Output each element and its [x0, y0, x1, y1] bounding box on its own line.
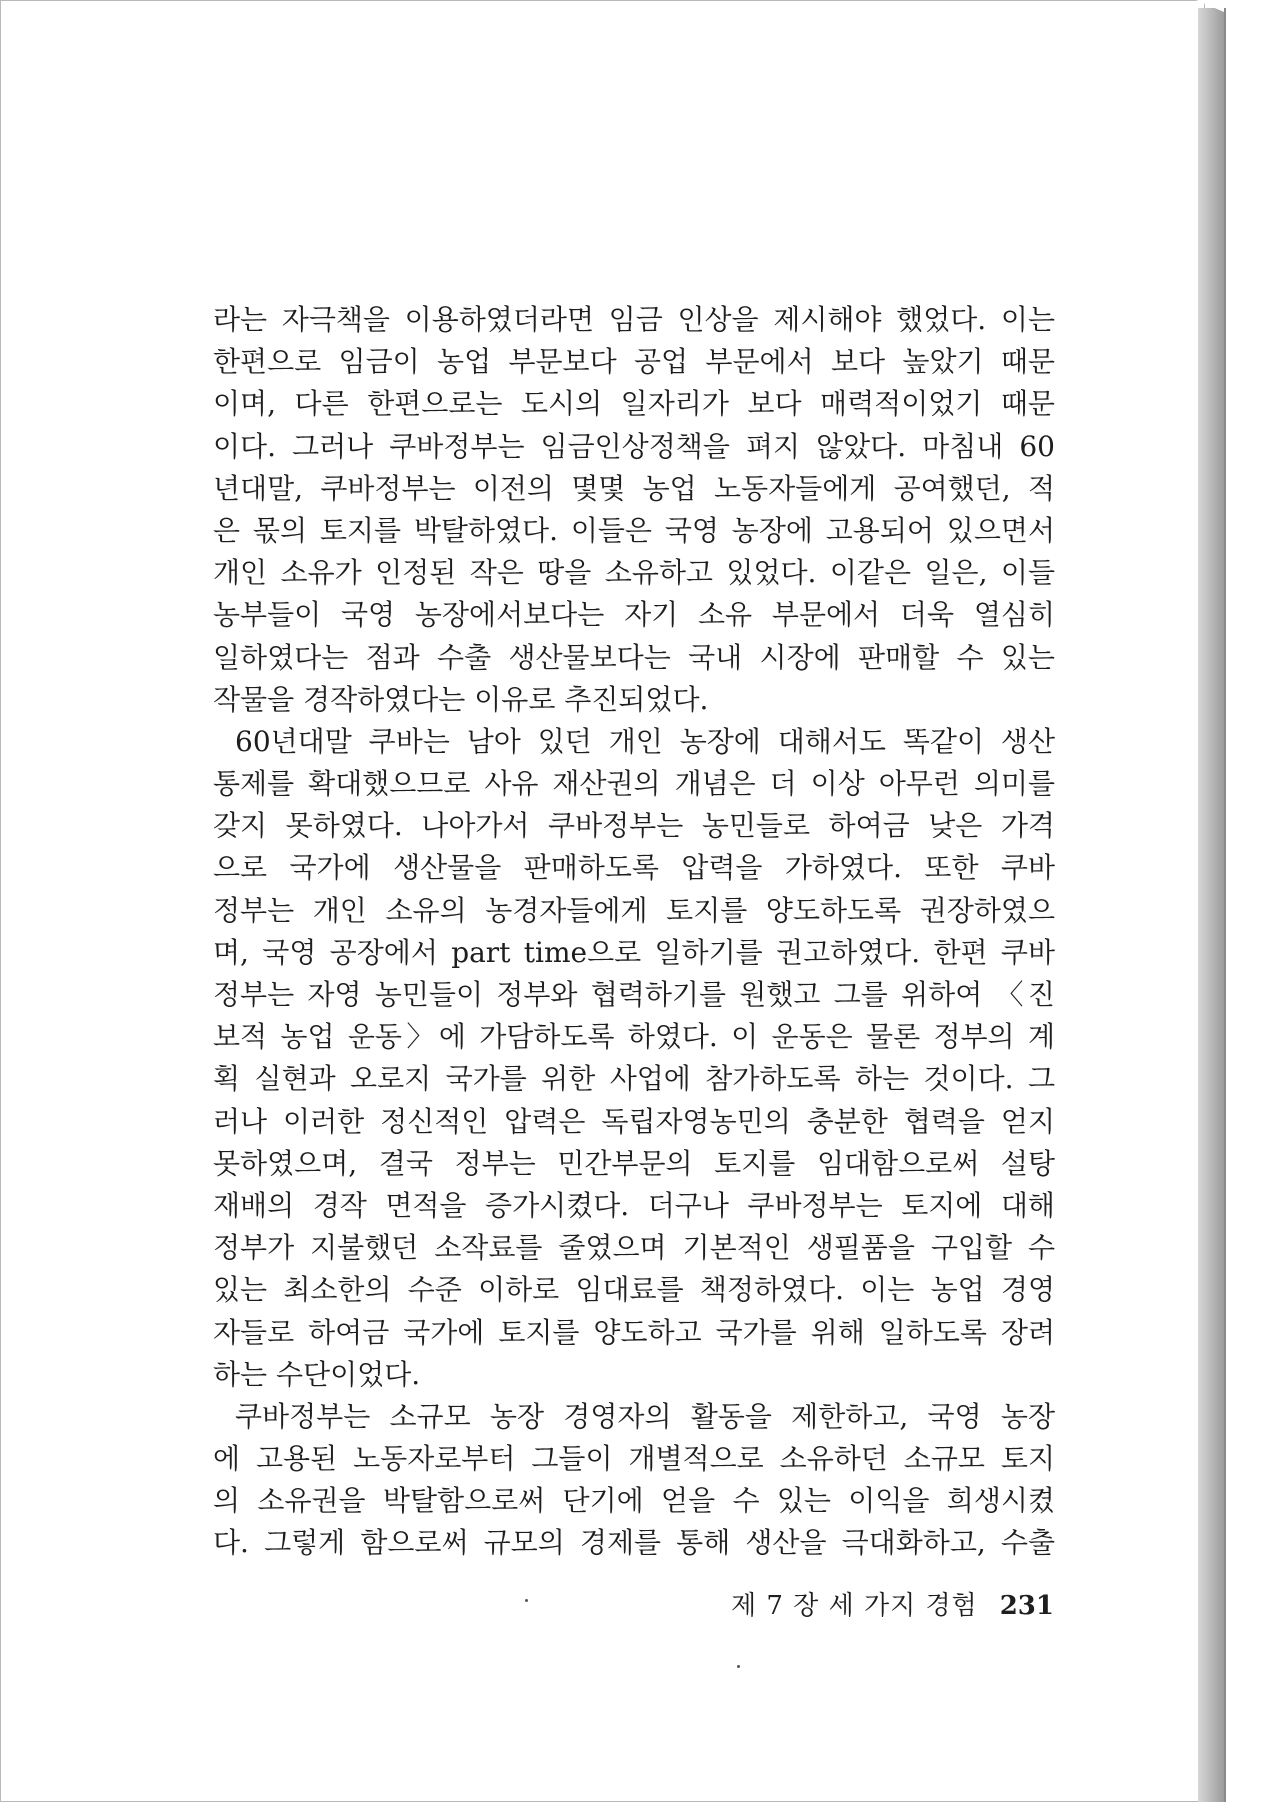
text-line: 한편으로 임금이 농업 부문보다 공업 부문에서 보다 높았기 때문 — [213, 345, 1055, 379]
text-line: 은 몫의 토지를 박탈하였다. 이들은 국영 농장에 고용되어 있으면서 — [213, 513, 1055, 547]
text-line: 라는 자극책을 이용하였더라면 임금 인상을 제시해야 했었다. 이는 — [213, 303, 1055, 336]
text-line: 러나 이러한 정신적인 압력은 독립자영농민의 충분한 협력을 얻지 — [213, 1104, 1055, 1138]
text-line: 작물을 경작하였다는 이유로 추진되었다. — [213, 682, 709, 716]
speck-mark — [737, 1665, 740, 1668]
text-line: 재배의 경작 면적을 증가시켰다. 더구나 쿠바정부는 토지에 대해 — [213, 1188, 1055, 1222]
page-curl-corner — [1196, 0, 1224, 12]
text-line: 으로 국가에 생산물을 판매하도록 압력을 가하였다. 또한 쿠바 — [213, 851, 1055, 885]
text-line: 년대말, 쿠바정부는 이전의 몇몇 농업 노동자들에게 공여했던, 적 — [213, 471, 1055, 505]
page-number: 231 — [999, 1591, 1054, 1621]
speck-mark — [525, 1599, 528, 1602]
running-footer — [731, 1585, 1061, 1622]
text-line: 정부가 지불했던 소작료를 줄였으며 기본적인 생필품을 구입할 수 — [213, 1231, 1055, 1265]
text-line: 60년대말 쿠바는 남아 있던 개인 농장에 대해서도 똑같이 생산 — [235, 724, 1055, 758]
text-line: 갖지 못하였다. 나아가서 쿠바정부는 농민들로 하여금 낮은 가격 — [213, 809, 1055, 843]
text-line: 통제를 확대했으므로 사유 재산권의 개념은 더 이상 아무런 의미를 — [213, 767, 1055, 801]
text-line: 이며, 다른 한편으로는 도시의 일자리가 보다 매력적이었기 때문 — [213, 387, 1055, 421]
text-line: 못하였으며, 결국 정부는 민간부문의 토지를 임대함으로써 설탕 — [213, 1146, 1055, 1180]
text-line: 의 소유권을 박탈함으로써 단기에 얻을 수 있는 이익을 희생시켰 — [213, 1484, 1055, 1518]
text-line: 에 고용된 노동자로부터 그들이 개별적으로 소유하던 소규모 토지 — [213, 1442, 1055, 1476]
text-line: 하는 수단이었다. — [213, 1357, 421, 1391]
page-stack-edge — [1198, 8, 1226, 1802]
text-line: 획 실현과 오로지 국가를 위한 사업에 참가하도록 하는 것이다. 그 — [213, 1062, 1055, 1096]
text-line: 이다. 그러나 쿠바정부는 임금인상정책을 펴지 않았다. 마침내 60 — [213, 429, 1055, 463]
text-line: 다. 그렇게 함으로써 규모의 경제를 통해 생산을 극대화하고, 수출 — [213, 1526, 1055, 1560]
text-line: 개인 소유가 인정된 작은 땅을 소유하고 있었다. 이같은 일은, 이들 — [213, 556, 1055, 590]
text-line: 며, 국영 공장에서 part time으로 일하기를 권고하였다. 한편 쿠바 — [213, 935, 1055, 969]
page-body-text — [213, 299, 1055, 1565]
text-line: 보적 농업 운동〉에 가담하도록 하였다. 이 운동은 물론 정부의 계 — [213, 1020, 1055, 1054]
text-line: 있는 최소한의 수준 이하로 임대료를 책정하였다. 이는 농업 경영 — [213, 1273, 1055, 1307]
text-line: 정부는 자영 농민들이 정부와 협력하기를 원했고 그를 위하여 〈진 — [213, 978, 1055, 1011]
text-line: 농부들이 국영 농장에서보다는 자기 소유 부문에서 더욱 열심히 — [213, 598, 1055, 632]
text-line: 쿠바정부는 소규모 농장 경영자의 활동을 제한하고, 국영 농장 — [235, 1399, 1055, 1433]
text-line: 자들로 하여금 국가에 토지를 양도하고 국가를 위해 일하도록 장려 — [213, 1315, 1055, 1349]
chapter-title: 제 7 장 세 가지 경험 — [731, 1591, 978, 1621]
text-line: 정부는 개인 소유의 농경자들에게 토지를 양도하도록 권장하였으 — [213, 893, 1055, 927]
text-line: 일하였다는 점과 수출 생산물보다는 국내 시장에 판매할 수 있는 — [213, 640, 1055, 674]
